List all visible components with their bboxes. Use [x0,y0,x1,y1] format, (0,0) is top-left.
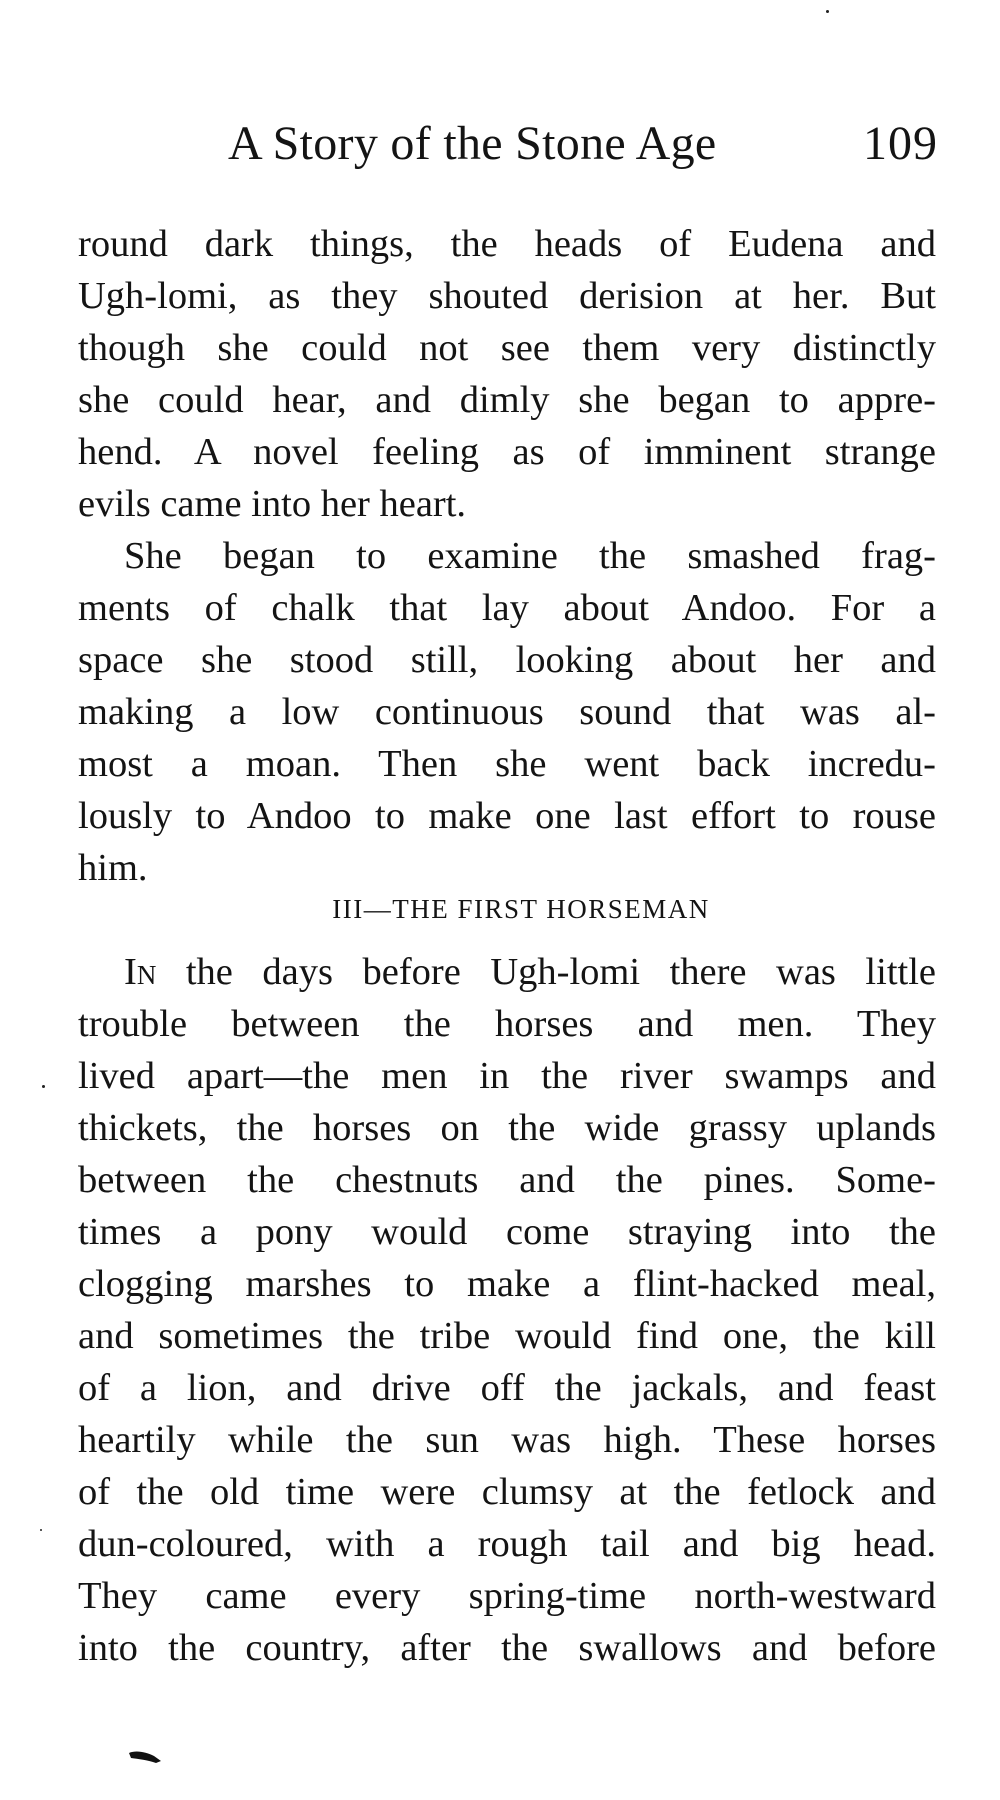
text-line: lously to Andoo to make one last effort to rouse [78,795,936,837]
paragraph-continued [78,218,936,530]
text-line: of the old time were clumsy at the fetlock and [78,1471,936,1513]
text-line: evils came into her heart. [78,483,467,525]
text-line: hend. A novel feeling as of imminent strange [78,431,936,473]
text-line: dun-coloured, with a rough tail and big head. [78,1523,936,1565]
ink-speck [826,10,829,13]
text-line: She began to examine the smashed frag- [124,535,936,577]
text-line: trouble between the horses and men. They [78,1003,936,1045]
initial-smallcaps: n [136,951,157,993]
text-line: round dark things, the heads of Eudena and [78,223,936,265]
paragraph-andoo [78,530,936,894]
text-line: she could hear, and dimly she began to appre- [78,379,936,421]
text-line: into the country, after the swallows and before [78,1627,936,1669]
text-line: most a moan. Then she went back incredu- [78,743,936,785]
text-line: thickets, the horses on the wide grassy uplands [78,1107,936,1149]
text-line: They came every spring-time north-westward [78,1575,936,1617]
text-line: clogging marshes to make a flint-hacked meal, [78,1263,936,1305]
page-number: 109 [863,117,938,170]
text-line: of a lion, and drive off the jackals, and feast [78,1367,936,1409]
text-line: times a pony would come straying into the [78,1211,936,1253]
text-line: space she stood still, looking about her and [78,639,936,681]
first-line-text: the days before Ugh-lomi there was little [156,951,936,993]
running-title: A Story of the Stone Age [228,117,717,170]
text-line: him. [78,847,148,889]
running-head [228,116,938,186]
text-line: and sometimes the tribe would find one, the kill [78,1315,936,1357]
text-line: between the chestnuts and the pines. Some- [78,1159,936,1201]
section-heading: III—THE FIRST HORSEMAN [332,894,710,924]
text-line: heartily while the sun was high. These horses [78,1419,936,1461]
ink-speck [40,1529,42,1531]
text-line: making a low continuous sound that was al- [78,691,936,733]
text-line-first [78,946,936,998]
text-line: lived apart—the men in the river swamps and [78,1055,936,1097]
ink-smudge [128,1750,162,1764]
text-line: Ugh-lomi, as they shouted derision at her. But [78,275,936,317]
text-line: ments of chalk that lay about Andoo. For a [78,587,936,629]
initial-letter: I [124,951,137,993]
paragraph-horseman [78,946,936,1674]
text-line: though she could not see them very distinctly [78,327,936,369]
ink-speck [42,1085,45,1088]
